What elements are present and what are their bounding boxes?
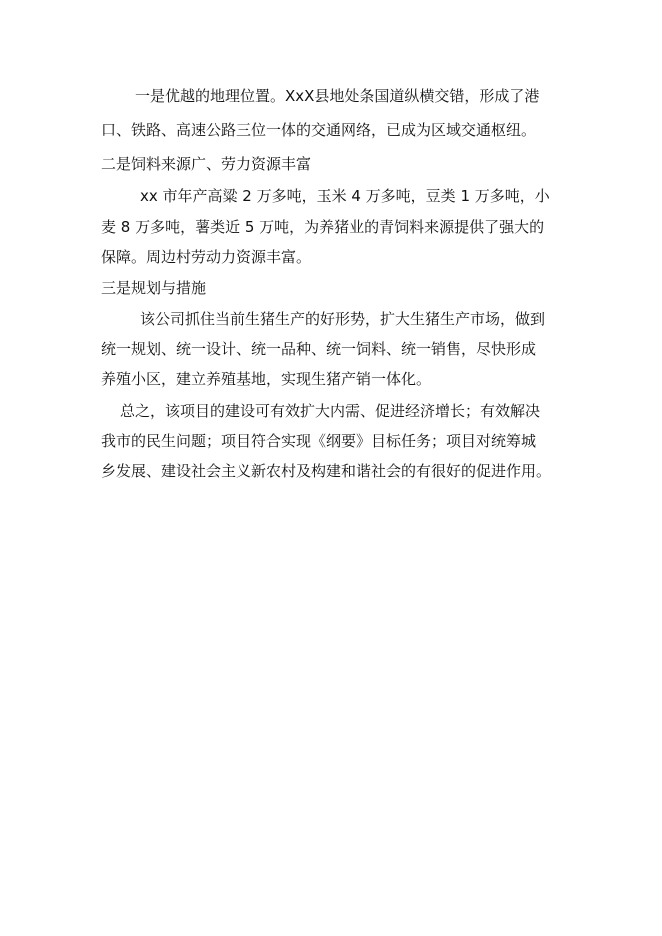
- paragraph-line: 保障。周边村劳动力资源丰富。: [101, 248, 312, 266]
- paragraph-line: 口、铁路、高速公路三位一体的交通网络，已成为区域交通枢纽。: [101, 121, 537, 139]
- paragraph-line: 养殖小区，建立养殖基地，实现生猪产销一体化。: [101, 370, 432, 388]
- paragraph-line: 统一规划、统一设计、统一品种、统一饲料、统一销售，尽快形成: [101, 340, 537, 358]
- paragraph-line: 我市的民生问题；项目符合实现《纲要》目标任务；项目对统筹城: [101, 432, 537, 450]
- paragraph-line: xx 市年产高粱 2 万多吨，玉米 4 万多吨，豆类 1 万多吨，小: [140, 187, 550, 205]
- section-heading: 二是饲料来源广、劳力资源丰富: [101, 155, 312, 173]
- paragraph-line: 一是优越的地理位置。XxX县地处条国道纵横交错，形成了港: [135, 87, 540, 105]
- paragraph-line: 麦 8 万多吨，薯类近 5 万吨，为养猪业的青饲料来源提供了强大的: [101, 218, 545, 236]
- paragraph-line: 该公司抓住当前生猪生产的好形势，扩大生猪生产市场，做到: [140, 310, 546, 328]
- section-heading: 三是规划与措施: [101, 279, 207, 297]
- paragraph-line: 总之，该项目的建设可有效扩大内需、促进经济增长；有效解决: [120, 402, 541, 420]
- paragraph-line: 乡发展、建设社会主义新农村及构建和谐社会的有很好的促进作用。: [101, 462, 552, 480]
